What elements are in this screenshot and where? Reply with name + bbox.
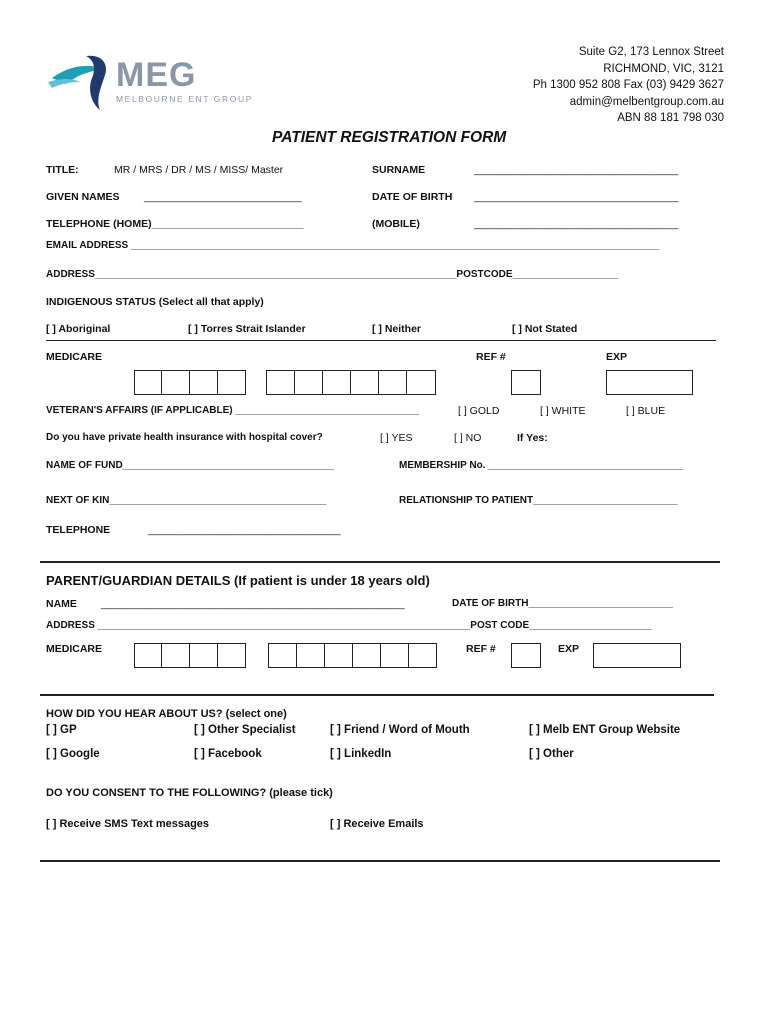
logo-subtext: MELBOURNE ENT GROUP — [116, 94, 253, 104]
if-yes-label: If Yes: — [517, 432, 548, 444]
contact-line-4: admin@melbentgroup.com.au — [569, 95, 724, 108]
divider-hear — [40, 694, 714, 696]
surname-label: SURNAME — [372, 164, 426, 176]
checkbox-website[interactable]: [ ] Melb ENT Group Website — [529, 724, 681, 736]
guardian-medicare-digit-box[interactable] — [134, 643, 162, 668]
medicare-digit-box[interactable] — [134, 370, 162, 395]
guardian-exp-label: EXP — [558, 643, 580, 655]
checkbox-blue[interactable]: [ ] BLUE — [626, 405, 666, 417]
checkbox-other-specialist[interactable]: [ ] Other Specialist — [194, 724, 296, 736]
guardian-medicare-digit-box[interactable] — [268, 643, 297, 668]
checkbox-aboriginal[interactable]: [ ] Aboriginal — [46, 323, 111, 335]
guardian-medicare-digit-box[interactable] — [408, 643, 437, 668]
guardian-name-field[interactable]: ____________________________________________________ — [101, 598, 405, 610]
private-insurance-question: Do you have private health insurance with hospital cover? — [46, 432, 323, 443]
mobile-field[interactable]: ___________________________________ — [474, 218, 679, 230]
guardian-ref-box[interactable] — [511, 643, 541, 668]
guardian-ref-label: REF # — [466, 643, 496, 655]
indigenous-status-label: INDIGENOUS STATUS (Select all that apply) — [46, 296, 264, 308]
logo-text: MEG — [116, 56, 197, 94]
medicare-digit-box[interactable] — [217, 370, 246, 395]
checkbox-linkedin[interactable]: [ ] LinkedIn — [330, 748, 392, 760]
logo — [46, 48, 266, 114]
medicare-digit-box[interactable] — [406, 370, 436, 395]
checkbox-white[interactable]: [ ] WHITE — [540, 405, 586, 417]
address-field[interactable]: ADDRESS_________________________________________________________________POSTCODE___________________ — [46, 269, 619, 280]
medicare-digit-box[interactable] — [350, 370, 379, 395]
telephone-label: TELEPHONE — [46, 524, 111, 536]
hear-heading: HOW DID YOU HEAR ABOUT US? (select one) — [46, 708, 287, 720]
checkbox-no[interactable]: [ ] NO — [454, 432, 482, 444]
checkbox-other[interactable]: [ ] Other — [529, 748, 574, 760]
ref-label: REF # — [476, 351, 506, 363]
logo-swoosh-icon — [46, 48, 118, 114]
telephone-home-field[interactable]: TELEPHONE (HOME)__________________________ — [46, 218, 304, 230]
contact-line-3: Ph 1300 952 808 Fax (03) 9429 3627 — [532, 79, 724, 91]
mobile-label: (MOBILE) — [372, 218, 420, 230]
checkbox-facebook[interactable]: [ ] Facebook — [194, 748, 262, 760]
medicare-ref-box[interactable] — [511, 370, 541, 395]
checkbox-torres-strait[interactable]: [ ] Torres Strait Islander — [188, 323, 306, 335]
guardian-medicare-digit-box[interactable] — [380, 643, 409, 668]
telephone-field[interactable]: _________________________________ — [148, 524, 341, 536]
surname-field[interactable]: ___________________________________ — [474, 164, 679, 176]
checkbox-sms[interactable]: [ ] Receive SMS Text messages — [46, 818, 210, 830]
next-of-kin-field[interactable]: NEXT OF KIN_______________________________________ — [46, 495, 327, 506]
given-names-label: GIVEN NAMES — [46, 191, 120, 203]
checkbox-not-stated[interactable]: [ ] Not Stated — [512, 323, 578, 335]
email-field[interactable]: EMAIL ADDRESS _______________________________________________________________________________________________ — [46, 240, 660, 251]
title-label: TITLE: — [46, 164, 79, 176]
relationship-field[interactable]: RELATIONSHIP TO PATIENT__________________________ — [399, 495, 678, 506]
checkbox-gp[interactable]: [ ] GP — [46, 724, 77, 736]
checkbox-yes[interactable]: [ ] YES — [380, 432, 413, 444]
guardian-medicare-digit-box[interactable] — [296, 643, 325, 668]
divider-medicare — [46, 340, 716, 341]
medicare-digit-box[interactable] — [322, 370, 351, 395]
guardian-dob-field[interactable]: DATE OF BIRTH__________________________ — [452, 598, 674, 609]
guardian-medicare-digit-box[interactable] — [189, 643, 218, 668]
guardian-exp-box[interactable] — [593, 643, 681, 668]
veterans-affairs-field[interactable]: VETERAN'S AFFAIRS (IF APPLICABLE) _________________________________ — [46, 405, 419, 416]
contact-block — [533, 44, 724, 127]
membership-field[interactable]: MEMBERSHIP No. ___________________________________ — [399, 460, 683, 471]
dob-label: DATE OF BIRTH — [372, 191, 453, 203]
medicare-digit-box[interactable] — [294, 370, 323, 395]
guardian-medicare-digit-box[interactable] — [161, 643, 190, 668]
guardian-medicare-digit-box[interactable] — [217, 643, 246, 668]
medicare-exp-box[interactable] — [606, 370, 693, 395]
divider-guardian — [40, 561, 720, 563]
checkbox-google[interactable]: [ ] Google — [46, 748, 100, 760]
guardian-name-label: NAME — [46, 598, 77, 610]
checkbox-emails[interactable]: [ ] Receive Emails — [330, 818, 424, 830]
guardian-medicare-digit-box[interactable] — [352, 643, 381, 668]
guardian-medicare-label: MEDICARE — [46, 643, 103, 655]
checkbox-neither[interactable]: [ ] Neither — [372, 323, 422, 335]
medicare-digit-box[interactable] — [378, 370, 407, 395]
consent-heading: DO YOU CONSENT TO THE FOLLOWING? (please tick) — [46, 787, 333, 799]
contact-line-2: RICHMOND, VIC, 3121 — [603, 62, 724, 75]
medicare-digit-box[interactable] — [266, 370, 295, 395]
title-options[interactable]: MR / MRS / DR / MS / MISS/ Master — [114, 164, 284, 176]
medicare-label: MEDICARE — [46, 351, 103, 363]
exp-label: EXP — [606, 351, 628, 363]
checkbox-friend[interactable]: [ ] Friend / Word of Mouth — [330, 724, 470, 736]
guardian-medicare-digit-box[interactable] — [324, 643, 353, 668]
contact-line-1: Suite G2, 173 Lennox Street — [578, 46, 724, 58]
dob-field[interactable]: ___________________________________ — [474, 191, 679, 203]
checkbox-gold[interactable]: [ ] GOLD — [458, 405, 500, 417]
guardian-heading: PARENT/GUARDIAN DETAILS (If patient is under 18 years old) — [46, 573, 430, 588]
guardian-address-field[interactable]: ADDRESS ___________________________________________________________________POST CODE______________________ — [46, 620, 652, 631]
fund-name-field[interactable]: NAME OF FUND______________________________________ — [46, 460, 334, 471]
divider-bottom — [40, 860, 720, 862]
given-names-field[interactable]: ___________________________ — [144, 191, 302, 203]
medicare-digit-box[interactable] — [189, 370, 218, 395]
medicare-digit-box[interactable] — [161, 370, 190, 395]
form-title: PATIENT REGISTRATION FORM — [272, 129, 507, 146]
contact-line-5: ABN 88 181 798 030 — [617, 112, 724, 124]
